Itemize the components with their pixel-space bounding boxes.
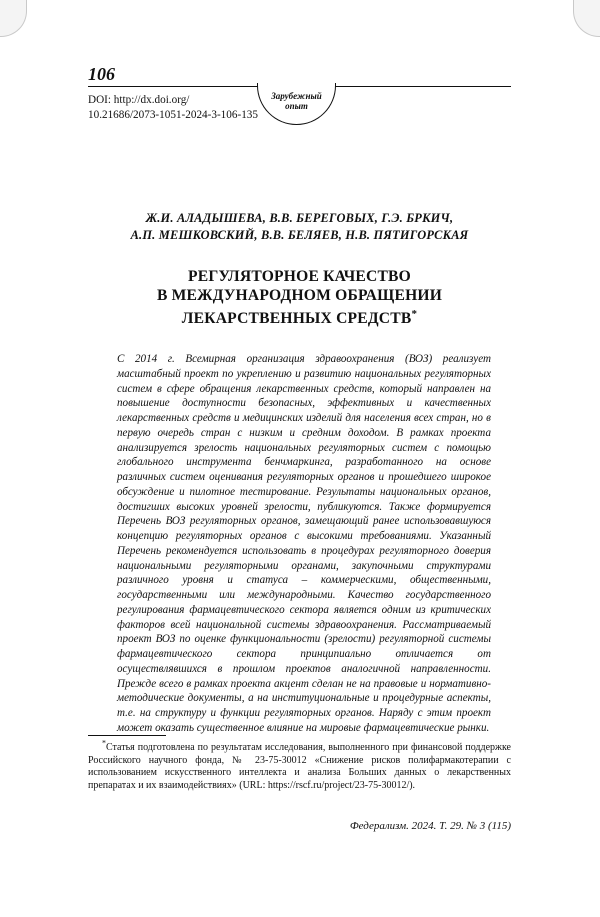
- footnote-mark: *: [102, 739, 106, 748]
- title-line-2: В МЕЖДУНАРОДНОМ ОБРАЩЕНИИ: [88, 286, 511, 305]
- footnote-text: Статья подготовлена по результатам исследования, выполненного при финансовой поддержке Российского научного фонда, № 23-75-30012 «Снижение рисков полифармакотерапии с использованием искусственного интеллекта и анализа Больших данных о лекарственных препаратах и их взаимодействиях» (URL: https://rscf.ru/project/23-75-30012/).: [88, 742, 511, 791]
- doi-block: [88, 93, 258, 122]
- section-badge-line-1: Зарубежный: [258, 91, 335, 101]
- section-badge: [257, 83, 336, 125]
- footnote: [88, 742, 511, 792]
- section-badge-line-2: опыт: [258, 101, 335, 111]
- title-line-3-text: ЛЕКАРСТВЕННЫХ СРЕДСТВ: [182, 310, 412, 327]
- page-number: 106: [88, 64, 115, 85]
- authors: [88, 210, 511, 244]
- title-footnote-mark: *: [411, 308, 417, 320]
- article-title: [88, 267, 511, 328]
- abstract: С 2014 г. Всемирная организация здравоохранения (ВОЗ) реализует масштабный проект по укреплению и развитию национальных регуляторных систем в сфере обращения лекарственных средств, который направлен на повышение доступности безопасных, эффективных и качественных лекарственных средств и медицинских изделий для населения всех стран, но в первую очередь стран с низким и средним доходом. В рамках проекта анализируется зрелость национальных регуляторных систем с помощью глобального инструмента бенчмаркинга, разработанного на основе различных систем оценивания регуляторных органов и прошедшего широкое обсуждение и пилотное тестирование. Результаты национальных органов, достигших высоких уровней зрелости, публикуются. Также формируется Перечень ВОЗ регуляторных органов, замещающий ранее использовавшуюся концепцию регуляторных органов с высокими требованиями. Указанный Перечень рекомендуется использовать в процедурах регуляторного доверия национальными регуляторными органами, закупочными структурами различного уровня и статуса – коммерческими, общественными, государственными или международными. Качество государственного регулирования фармацевтического сектора является одним из критических факторов всей национальной системы здравоохранения. Рассматриваемый проект ВОЗ по оценке функциональности (зрелости) регуляторной системы фармацевтического сектора принципиально отличается от осуществлявшихся в прошлом проектов аналогичной направленности. Прежде всего в рамках проекта акцент сделан не на правовые и нормативно-методические документы, а на институциональные и процедурные аспекты, т.е. на структуру и функции регуляторных органов. Наряду с этим проект может оказать существенное влияние на мировые фармацевтические рынки.: [117, 352, 491, 736]
- title-line-1: РЕГУЛЯТОРНОЕ КАЧЕСТВО: [88, 267, 511, 286]
- doi-line-2: 10.21686/2073-1051-2024-3-106-135: [88, 108, 258, 123]
- page-curl-corner-right: [573, 0, 600, 37]
- page-curl-corner-left: [0, 0, 27, 37]
- title-line-3: [88, 305, 511, 328]
- journal-reference: Федерализм. 2024. Т. 29. № 3 (115): [350, 820, 511, 832]
- doi-line-1: DOI: http://dx.doi.org/: [88, 93, 258, 108]
- authors-line-1: Ж.И. АЛАДЫШЕВА, В.В. БЕРЕГОВЫХ, Г.Э. БРКИЧ,: [88, 210, 511, 227]
- authors-line-2: А.П. МЕШКОВСКИЙ, В.В. БЕЛЯЕВ, Н.В. ПЯТИГОРСКАЯ: [88, 227, 511, 244]
- footnote-rule: [88, 735, 166, 736]
